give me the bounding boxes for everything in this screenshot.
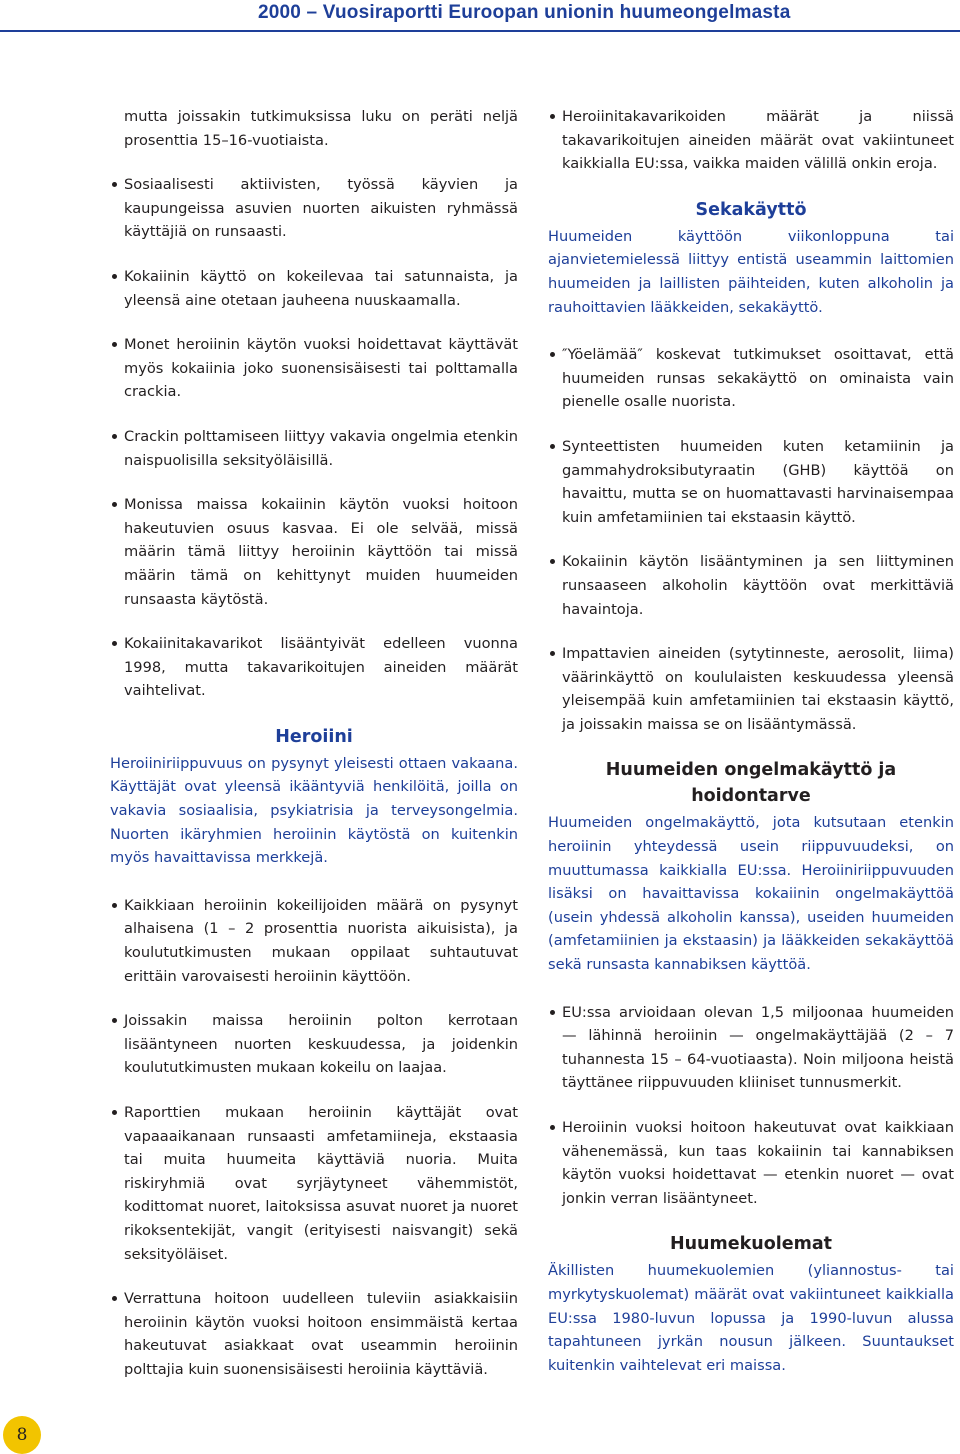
section-heroiini	[110, 724, 518, 870]
header-divider	[0, 30, 960, 32]
page-header	[0, 0, 960, 30]
report-title: 2000 – Vuosiraportti Euroopan unionin huumeongelmasta	[258, 2, 791, 23]
bullet-item: Raporttien mukaan heroiinin käyttäjät ovat vapaaaikanaan runsaasti amfetamiineja, ekstaasia tai muita huumeita käyttäviä nuoria. Muita riskiryhmiä ovat syrjäytyneet vähemmistöt, kodittomat nuoret, laitoksissa asuvat nuoret ja nuoret rikoksentekijät, vangit (erityisesti naisvangit) sekä seksityöläiset.	[110, 1101, 518, 1266]
continued-paragraph: mutta joissakin tutkimuksissa luku on peräti neljä prosenttia 15–16-vuotiaista.	[124, 108, 518, 149]
section-huumekuolemat	[548, 1231, 954, 1377]
bullet-item: ″Yöelämää″ koskevat tutkimukset osoittavat, että huumeiden runsas sekakäyttö on ominaista vain pienelle osalle nuorista.	[548, 343, 954, 414]
bullet-item: Sosiaalisesti aktiivisten, työssä käyvien ja kaupungeissa asuvien nuorten aikuisten ryhmässä käyttäjiä on runsaasti.	[110, 173, 518, 244]
section-heading: Sekakäyttö	[695, 199, 807, 220]
bullet-item: EU:ssa arvioidaan olevan 1,5 miljoonaa huumeiden — lähinnä heroiinin — ongelmakäyttäjää (2 – 7 tuhannesta 15 – 64-vuotiaasta). Noin miljoona heistä täyttänee riippuvuuden kliiniset tunnusmerkit.	[548, 1001, 954, 1095]
bullet-item: Kokaiinin käytön lisääntyminen ja sen liittyminen runsaaseen alkoholin käyttöön ovat merkittäviä havaintoja.	[548, 550, 954, 621]
bullet-item: Crackin polttamiseen liittyy vakavia ongelmia etenkin naispuolisilla seksityöläisillä.	[110, 425, 518, 472]
section-summary: Äkillisten huumekuolemien (yliannostus- tai myrkytyskuolemat) määrät ovat vakiintuneet kaikkialla EU:ssa 1980-luvun lopussa ja 1990-luvun alussa tapahtuneen jyrkän nousun jälkeen. Suuntaukset kuitenkin vaihtelevat eri maissa.	[548, 1262, 954, 1374]
bullet-item: Monissa maissa kokaiinin käytön vuoksi hoitoon hakeutuvien osuus kasvaa. Ei ole selvää, missä määrin tämä liittyy heroiinin käyttöön tai missä määrin tämä on kehittynyt muiden huumeiden runsaasta käytöstä.	[110, 493, 518, 611]
bullet-item: Monet heroiinin käytön vuoksi hoidettavat käyttävät myös kokaiinia joko suonensisäisesti tai polttamalla crackia.	[110, 333, 518, 404]
bullet-item: Kokaiinin käyttö on kokeilevaa tai satunnaista, ja yleensä aine otetaan jauheena nuuskaamalla.	[110, 265, 518, 312]
right-column	[548, 105, 954, 1401]
bullet-item: Kaikkiaan heroiinin kokeilijoiden määrä on pysynyt alhaisena (1 – 2 prosenttia nuorista aikuisista), ja koulututkimusten mukaan oppilaat suhtautuvat erittäin varovaisesti heroiinin käyttöön.	[110, 894, 518, 988]
section-summary: Heroiiniriippuvuus on pysynyt yleisesti ottaen vakaana. Käyttäjät ovat yleensä ikääntyviä henkilöitä, joilla on vakavia sosiaalisia, psykiatrisia ja terveysongelmia. Nuorten ikäryhmien heroiinin käytöstä on kuitenkin myös havaittavissa merkkejä.	[110, 754, 518, 867]
section-heading: Heroiini	[275, 726, 353, 747]
bullet-item: Heroiinin vuoksi hoitoon hakeutuvat ovat kaikkiaan vähenemässä, kun taas kokaiinin tai kannabiksen käytön vuoksi hoidettavat — etenkin nuoret — ovat jonkin verran lisääntyneet.	[548, 1116, 954, 1210]
section-ongelmakaytto	[548, 757, 954, 976]
bullet-item: Synteettisten huumeiden kuten ketamiinin ja gammahydroksibutyraatin (GHB) käyttöä on havaittu, mutta se on huomattavasti harvinaisempaa kuin amfetamiinien tai ekstaasin käyttö.	[548, 435, 954, 529]
section-heading: Huumeiden ongelmakäyttö ja hoidontarve	[605, 760, 897, 807]
bullet-item: Impattavien aineiden (sytytinneste, aerosolit, liima) väärinkäyttö on koululaisten keskuudessa yleensä yleisempää kuin amfetamiinien tai ekstaasin käyttö, ja joissakin maissa se on lisääntymässä.	[548, 642, 954, 736]
left-column	[110, 105, 518, 1403]
bullet-item: Joissakin maissa heroiinin polton kerrotaan lisääntyneen nuorten keskuudessa, ja joidenkin koulututkimusten mukaan kokeilu on laajaa.	[110, 1009, 518, 1080]
bullet-item: Verrattuna hoitoon uudelleen tuleviin asiakkaisiin heroiinin käytön vuoksi hoitoon ensimmäistä kertaa hakeutuvat asiakkaat ovat useammin heroiinin polttajia kuin suonensisäisesti heroiinia käyttäviä.	[110, 1287, 518, 1381]
section-sekakaytto	[548, 197, 954, 319]
page-number-badge: 8	[3, 1416, 41, 1454]
bullet-item: Kokaiinitakavarikot lisääntyivät edelleen vuonna 1998, mutta takavarikoitujen aineiden määrät vaihtelivat.	[110, 632, 518, 703]
bullet-item: Heroiinitakavarikoiden määrät ja niissä takavarikoitujen aineiden määrät ovat vakiintuneet kaikkialla EU:ssa, vaikka maiden välillä onkin eroja.	[548, 105, 954, 176]
section-summary: Huumeiden käyttöön viikonloppuna tai ajanvietemielessä liittyy entistä useammin laittomien huumeiden ja laillisten päihteiden, kuten alkoholin ja rauhoittavien lääkkeiden, sekakäyttö.	[548, 227, 954, 316]
section-summary: Huumeiden ongelmakäyttö, jota kutsutaan etenkin heroiinin yhteydessä usein riippuvuudeksi, on muuttumassa kaikkialla EU:ssa. Heroiiniriippuvuuden lisäksi on havaittavissa kokaiinin ongelmakäyttöä (usein yhdessä alkoholin kanssa), useiden huumeiden (amfetamiinien ja ekstaasin) ja lääkkeiden sekakäyttöä sekä runsasta kannabiksen käyttöä.	[548, 814, 954, 974]
section-heading: Huumekuolemat	[669, 1234, 833, 1255]
